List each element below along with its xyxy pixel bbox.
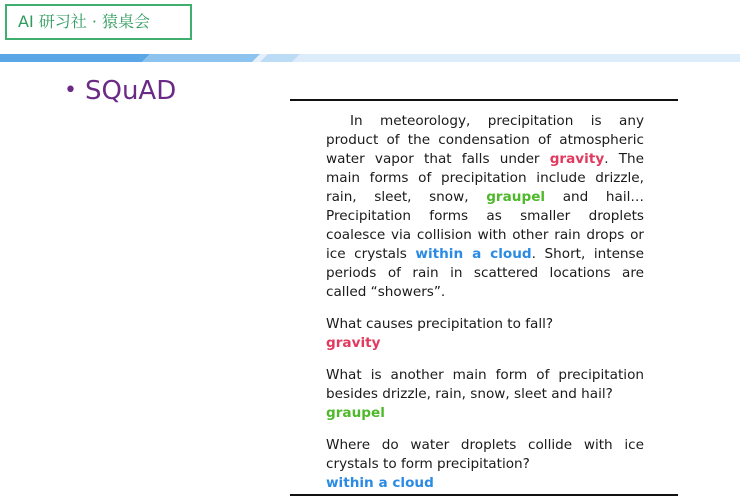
squad-example (326, 112, 644, 493)
header-badge (5, 4, 192, 40)
top-rule (290, 99, 678, 101)
question-3: Where do water droplets collide with ice crystals to form precipitation? (326, 437, 644, 472)
question-1: What causes precipitation to fall? (326, 316, 554, 332)
bottom-rule (290, 494, 678, 496)
bullet-dot: • (64, 78, 77, 103)
decorative-stripes (0, 54, 740, 62)
passage-answer-graupel: graupel (486, 189, 546, 205)
answer-1: gravity (326, 335, 381, 351)
passage-text-4: . Short, intense periods of rain in scattered locations are called “showers”. (326, 246, 644, 300)
answer-2: graupel (326, 405, 385, 421)
passage-text-2: . The main forms of precipitation include drizzle, rain, sleet, snow, (326, 151, 644, 205)
passage-answer-within-a-cloud: within a cloud (415, 246, 532, 262)
passage-answer-gravity: gravity (549, 151, 605, 167)
slide-title (64, 76, 176, 106)
slide-title-text: SQuAD (84, 76, 177, 106)
question-2: What is another main form of precipitation besides drizzle, rain, snow, sleet and hail? (326, 367, 644, 402)
answer-3: within a cloud (326, 475, 434, 491)
passage-text-1: In meteorology, precipitation is any product of the condensation of atmospheric water vapor that falls under (326, 113, 644, 167)
header-badge-text: AI 研习社 · 猿桌会 (18, 12, 151, 31)
passage-paragraph (326, 112, 644, 302)
passage-text-3: and hail… Precipitation forms as smaller droplets coalesce via collision with other rain drops or ice crystals (326, 189, 644, 262)
